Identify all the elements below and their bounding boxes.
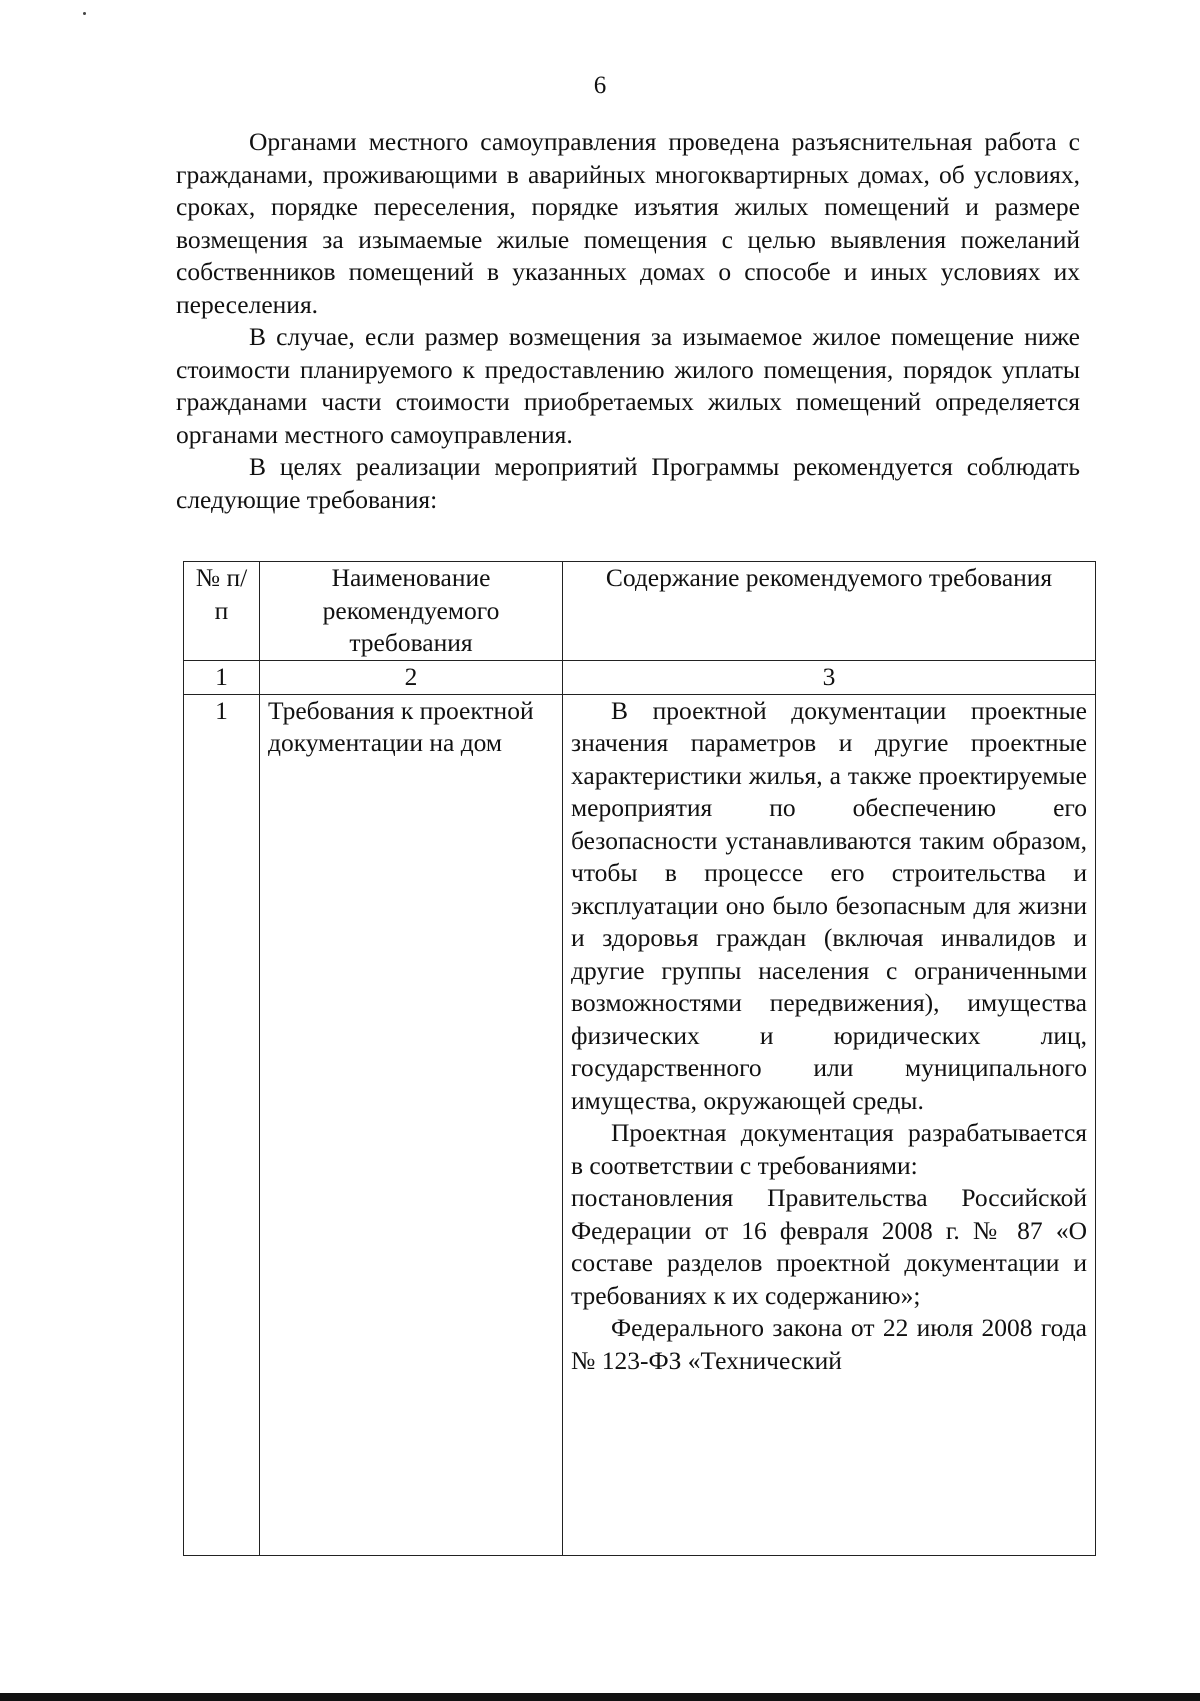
requirements-table: [183, 561, 1096, 1556]
content-paragraph: Проектная документация разрабатывается в соответствии с требованиями:: [571, 1118, 1087, 1180]
content-paragraph: постановления Правительства Российской Федерации от 16 февраля 2008 г. № 87 «О составе разделов проектной документации и требованиях к их содержанию»;: [571, 1183, 1087, 1310]
header-number: № п/п: [184, 562, 260, 661]
table-row: [184, 694, 1096, 1555]
intro-text: [176, 126, 1080, 516]
page-number: 6: [593, 72, 607, 99]
table-header-row: [184, 562, 1096, 661]
header-name: Наименование рекомендуемого требования: [260, 562, 563, 661]
scan-speck: [83, 12, 86, 15]
row-name: Требования к проектной документации на дом: [260, 694, 563, 1555]
scan-edge-line: [0, 1693, 1200, 1701]
content-paragraph: Федерального закона от 22 июля 2008 года № 123-ФЗ «Технический: [571, 1313, 1087, 1375]
column-number: 3: [563, 661, 1096, 695]
intro-paragraph: Органами местного самоуправления проведена разъяснительная работа с гражданами, проживающими в аварийных многоквартирных домах, об условиях, сроках, порядке переселения, порядке изъятия жилых помещений и размере возмещения за изымаемые жилые помещения с целью выявления пожеланий собственников помещений в указанных домах о способе и иных условиях их переселения.: [176, 127, 1080, 319]
row-content: [563, 694, 1096, 1555]
column-number-row: [184, 661, 1096, 695]
header-content: Содержание рекомендуемого требования: [563, 562, 1096, 661]
row-number: 1: [184, 694, 260, 1555]
intro-paragraph: В целях реализации мероприятий Программы рекомендуется соблюдать следующие требования:: [176, 452, 1080, 514]
intro-paragraph: В случае, если размер возмещения за изымаемое жилое помещение ниже стоимости планируемого к предоставлению жилого помещения, порядок уплаты гражданами части стоимости приобретаемых жилых помещений определяется органами местного самоуправления.: [176, 322, 1080, 449]
column-number: 2: [260, 661, 563, 695]
content-paragraph: В проектной документации проектные значения параметров и другие проектные характеристики жилья, а также проектируемые мероприятия по обеспечению его безопасности устанавливаются таким образом, чтобы в процессе его строительства и эксплуатации оно было безопасным для жизни и здоровья граждан (включая инвалидов и другие группы населения с ограниченными возможностями передвижения), имущества физических и юридических лиц, государственного или муниципального имущества, окружающей среды.: [571, 695, 1087, 1115]
column-number: 1: [184, 661, 260, 695]
